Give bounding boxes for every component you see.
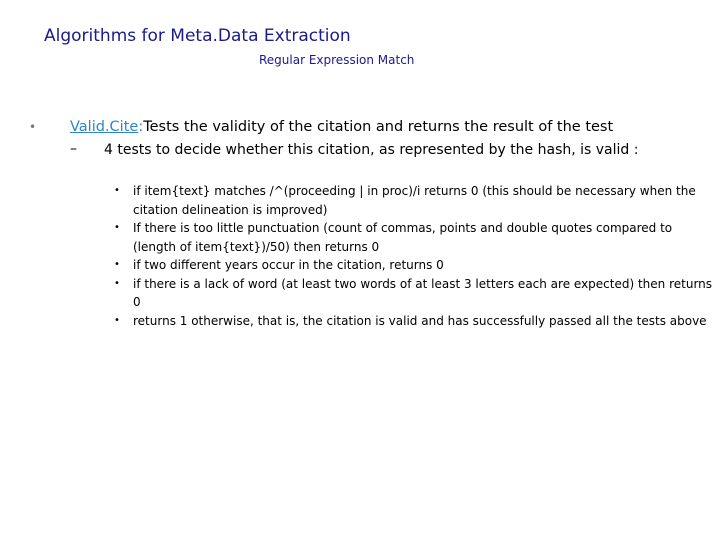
tests-list [114, 182, 714, 330]
list-item-text: if two different years occur in the citation, returns 0 [133, 258, 444, 272]
list-item [114, 312, 714, 331]
list-bullet: • [114, 277, 120, 289]
dash-marker: – [70, 141, 77, 157]
list-item [114, 275, 714, 312]
list-bullet: • [114, 259, 120, 270]
tests-intro: 4 tests to decide whether this citation, as represented by the hash, is valid : [104, 142, 639, 158]
list-bullet: • [114, 185, 120, 196]
bullet-validcite [70, 118, 710, 137]
validcite-colon: : [138, 119, 144, 135]
validcite-description: Tests the validity of the citation and returns the result of the test [143, 119, 614, 135]
list-item [114, 182, 714, 219]
slide-title: Algorithms for Meta.Data Extraction [44, 26, 351, 46]
list-item [114, 219, 714, 256]
validcite-term[interactable]: Valid.Cite [70, 119, 139, 135]
list-item-text: returns 1 otherwise, that is, the citation is valid and has successfully passed all the tests above [133, 313, 707, 328]
slide-subtitle: Regular Expression Match [259, 53, 415, 67]
list-bullet: • [114, 314, 120, 326]
bullet-marker: • [29, 120, 37, 134]
list-item-text: If there is too little punctuation (count of commas, points and double quotes compared to (length of item{text})/50) then returns 0 [133, 221, 673, 254]
list-bullet: • [114, 222, 120, 233]
list-item-text: if there is a lack of word (at least two words of at least 3 letters each are expected) then returns 0 [133, 276, 713, 309]
list-item [114, 256, 714, 275]
list-item-text: if item{text} matches /^(proceeding | in proc)/i returns 0 (this should be necessary when the citation delineation is improved) [133, 184, 696, 217]
